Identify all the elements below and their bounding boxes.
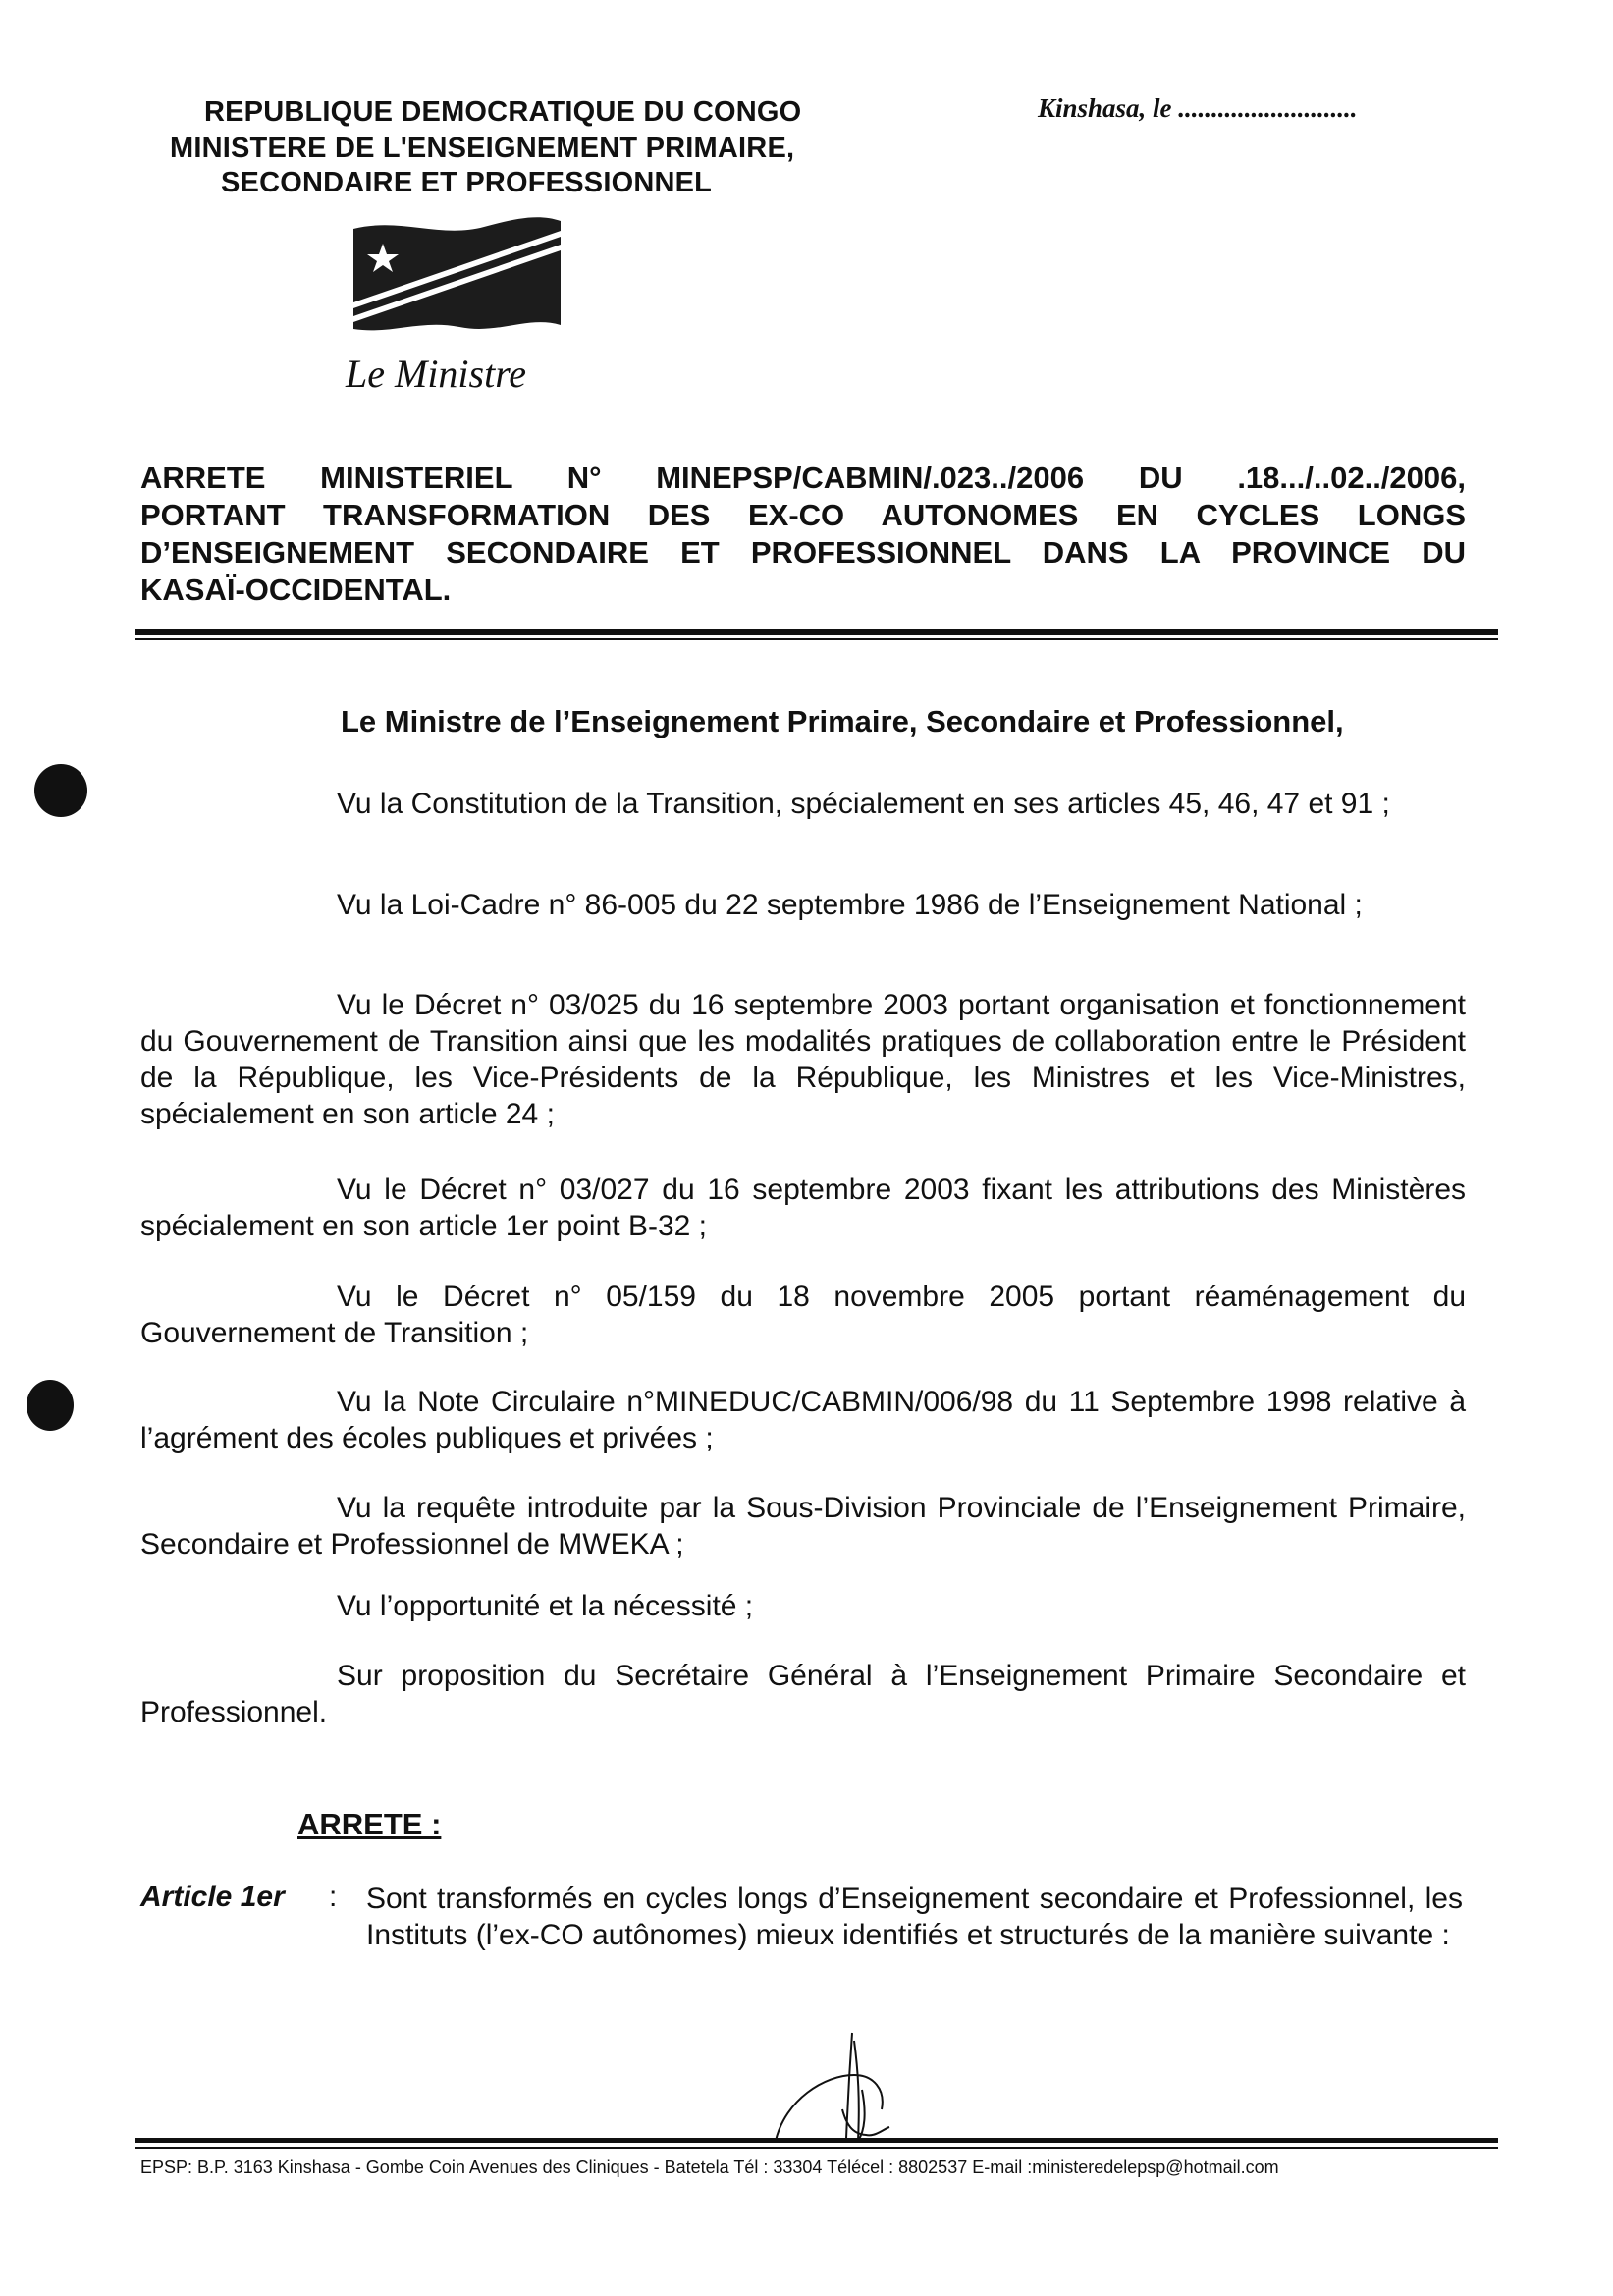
punch-hole (27, 1380, 74, 1431)
consideration-9: Sur proposition du Secrétaire Général à l’Enseignement Primaire Secondaire et Professionnel. (140, 1660, 1466, 1728)
article-1-colon: : (329, 1881, 338, 1913)
footer-contact: EPSP: B.P. 3163 Kinshasa - Gombe Coin Avenues des Cliniques - Batetela Tél : 33304 Télécel : 8802537 E-mail :ministeredelepsp@hotmail.com (140, 2158, 1279, 2177)
consideration-5: Vu le Décret n° 05/159 du 18 novembre 2005 portant réaménagement du Gouvernement de Transition ; (140, 1281, 1466, 1349)
article-1-label: Article 1er (140, 1881, 285, 1913)
consideration-4: Vu le Décret n° 03/027 du 16 septembre 2003 fixant les attributions des Ministères spécialement en son article 1er point B-32 ; (140, 1174, 1466, 1242)
footer-rule-thin (135, 2147, 1498, 2149)
republic-name: REPUBLIQUE DEMOCRATIQUE DU CONGO (204, 96, 802, 128)
minister-title: Le Ministre (346, 352, 527, 396)
title-rule (135, 629, 1498, 635)
ministry-line-1: MINISTERE DE L'ENSEIGNEMENT PRIMAIRE, (170, 133, 795, 164)
title-line-1: ARRETE MINISTERIEL N° MINEPSP/CABMIN/.023../2006 DU .18.../..02../2006, (140, 461, 1466, 495)
consideration-2: Vu la Loi-Cadre n° 86-005 du 22 septembre 1986 de l’Enseignement National ; (337, 889, 1363, 921)
place-date: Kinshasa, le ........................... (1038, 93, 1358, 123)
consideration-6: Vu la Note Circulaire n°MINEDUC/CABMIN/006/98 du 11 Septembre 1998 relative à l’agrément des écoles publiques et privées ; (140, 1386, 1466, 1454)
intro-heading: Le Ministre de l’Enseignement Primaire, Secondaire et Professionnel, (341, 704, 1344, 738)
title-line-4: KASAÏ-OCCIDENTAL. (140, 573, 452, 607)
title-line-2: PORTANT TRANSFORMATION DES EX-CO AUTONOMES EN CYCLES LONGS (140, 498, 1466, 532)
consideration-3: Vu le Décret n° 03/025 du 16 septembre 2003 portant organisation et fonctionnement du Gouvernement de Transition ainsi que les modalités pratiques de collaboration entre le Président de la République, les Vice-Présidents de la République, les Ministres et les Vice-Ministres, spécialement en son article 24 ; (140, 989, 1466, 1130)
title-rule-thin (135, 638, 1498, 640)
decision-heading: ARRETE : (297, 1807, 442, 1841)
consideration-8: Vu l’opportunité et la nécessité ; (337, 1590, 754, 1622)
punch-hole (34, 764, 87, 817)
consideration-7: Vu la requête introduite par la Sous-Division Provinciale de l’Enseignement Primaire, Secondaire et Professionnel de MWEKA ; (140, 1492, 1466, 1560)
consideration-1: Vu la Constitution de la Transition, spécialement en ses articles 45, 46, 47 et 91 ; (337, 788, 1390, 820)
drc-flag-icon (351, 209, 563, 342)
footer-rule (135, 2138, 1498, 2143)
signature (756, 2031, 933, 2154)
ministry-line-2: SECONDAIRE ET PROFESSIONNEL (221, 167, 713, 198)
decree-title (140, 460, 1466, 609)
article-1-text: Sont transformés en cycles longs d’Enseignement secondaire et Professionnel, les Instituts (l’ex-CO autônomes) mieux identifiés et structurés de la manière suivante : (366, 1883, 1463, 1951)
title-line-3: D’ENSEIGNEMENT SECONDAIRE ET PROFESSIONNEL DANS LA PROVINCE DU (140, 535, 1466, 570)
